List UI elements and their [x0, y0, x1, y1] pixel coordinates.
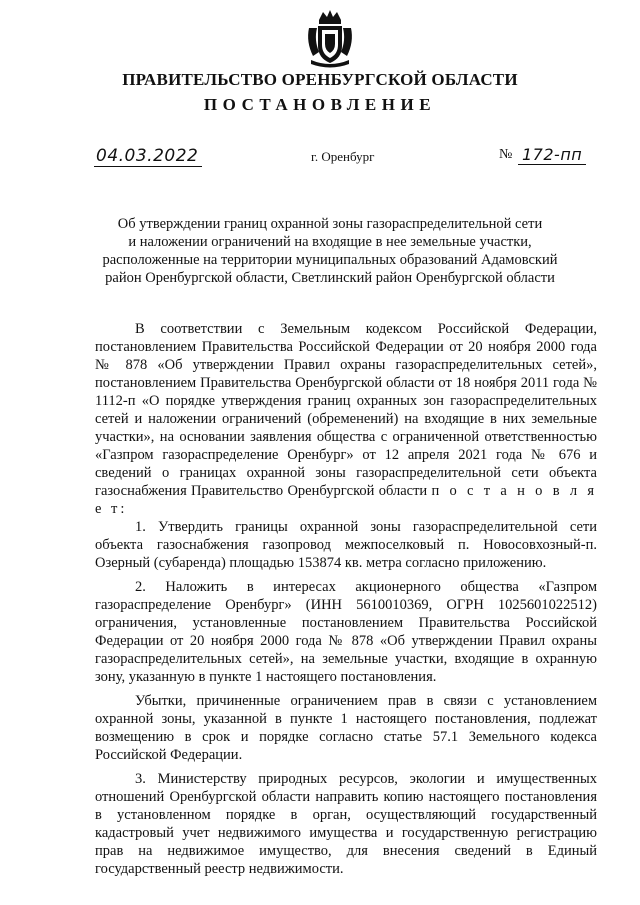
document-date: 04.03.2022: [94, 146, 202, 167]
item-2-losses-paragraph: Убытки, причиненные ограничением прав в связи с установлением охранной зоны, указанной в пункте 1 настоящего постановления, подлежат возмещению в срок и порядке согласно статье 57.1 Земельного кодекса Российской Федерации.: [95, 693, 597, 763]
item-2-paragraph: 2. Наложить в интересах акционерного общества «Газпром газораспределение Оренбург» (ИНН 5610010369, ОГРН 1025601022512) ограничения, установленные постановлением Правительства Российской Федерации от 20 ноября 2000 года № 878 «Об утверждении Правил охраны газораспределительных сетей», на земельные участки, входящие в охранную зону, указанную в пункте 1 настоящего постановления.: [95, 579, 597, 685]
document-subject: [95, 215, 565, 287]
item-1-paragraph: 1. Утвердить границы охранной зоны газораспределительной сети объекта газоснабжения газопровод межпоселковый п. Новосовхозный-п. Озерный (субаренда) площадью 153874 кв. метра согласно приложению.: [95, 519, 597, 571]
preamble-paragraph: [95, 320, 597, 518]
preamble-text: В соответствии с Земельным кодексом Российской Федерации, постановлением Правительства Российской Федерации от 20 ноября 2000 года № 878 «Об утверждении Правил охраны газораспределительных сетей», постановлением Правительства Оренбургской области от 18 ноября 2011 года № 1112-п «О порядке утверждения границ охранных зон газораспределительных сетей и наложении ограничений (обременений) на входящие в них земельные участки», на основании заявления общества с ограниченной ответственностью «Газпром газораспределение Оренбург» от 12 апреля 2021 года № 676 и сведений о границах охранной зоны газораспределительной сети объекта газоснабжения Правительство Оренбургской области: [95, 321, 597, 499]
item-3-paragraph: 3. Министерству природных ресурсов, экологии и имущественных отношений Оренбургской области направить копию настоящего постановления в установленном порядке в орган, осуществляющий государственный кадастровый учет недвижимого имущества и государственную регистрацию прав на недвижимое имущество, для внесения сведений в Единый государственный реестр недвижимости.: [95, 771, 597, 877]
organization-name: ПРАВИТЕЛЬСТВО ОРЕНБУРГСКОЙ ОБЛАСТИ: [122, 70, 518, 89]
document-type: ПОСТАНОВЛЕНИЕ: [203, 95, 437, 114]
subject-line: и наложении ограничений на входящие в нее земельные участки,: [128, 234, 532, 250]
coat-of-arms-icon: [305, 8, 355, 70]
document-number: 172-пп: [518, 145, 586, 165]
subject-line: расположенные на территории муниципальных образований Адамовский: [102, 252, 558, 268]
document-body: [95, 320, 597, 878]
subject-line: Об утверждении границ охранной зоны газораспределительной сети: [117, 216, 543, 232]
document-city: г. Оренбург: [311, 149, 375, 164]
document-number-label: №: [499, 147, 513, 162]
decree-word: п о с т а н о в л я е т:: [95, 483, 598, 517]
subject-line: район Оренбургской области, Светлинский район Оренбургской области: [105, 270, 555, 286]
